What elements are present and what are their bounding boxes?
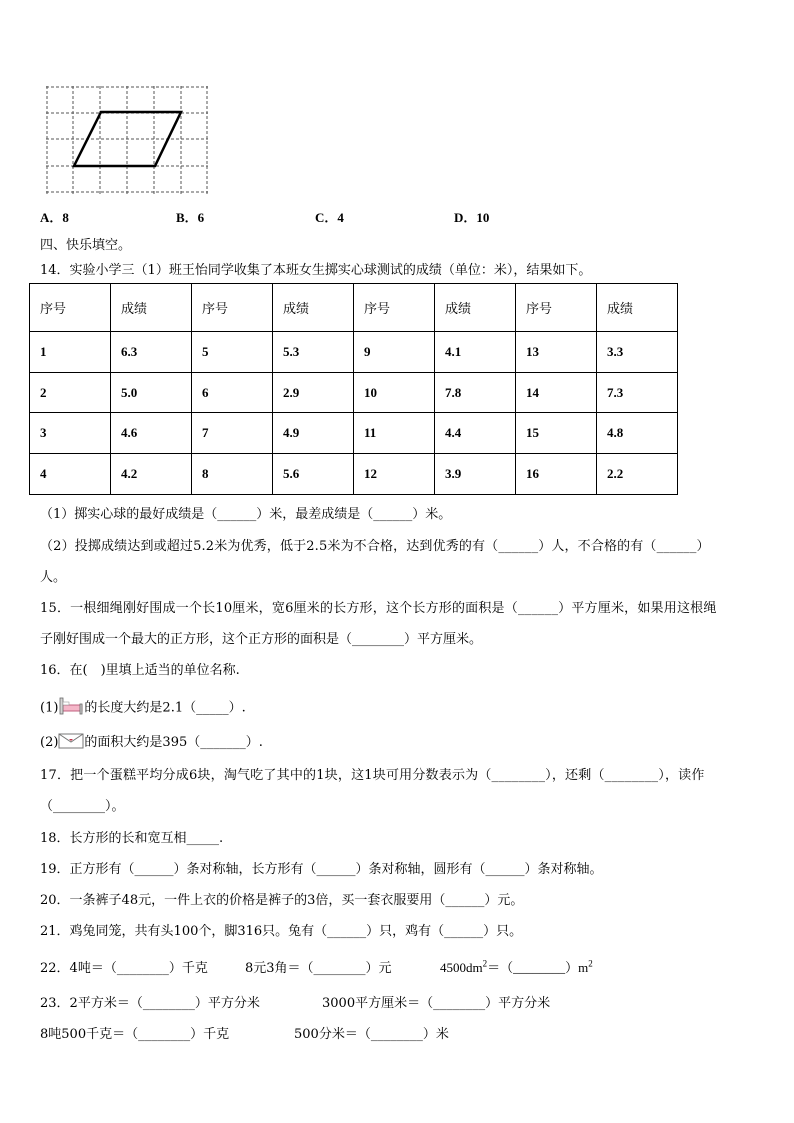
q23-part1: 23．2平方米＝（________）平方分米 <box>40 996 260 1011</box>
q16-item1-text: 的长度大约是2.1（_____）. <box>84 700 246 716</box>
table-row <box>30 413 678 454</box>
table-row <box>30 372 678 413</box>
table-row <box>30 331 678 372</box>
table-cell: 16 <box>516 454 597 495</box>
q15-line2: 子刚好围成一个最大的正方形，这个正方形的面积是（________）平方厘米。 <box>40 632 483 647</box>
q23-part2: 3000平方厘米＝（________）平方分米 <box>322 996 551 1011</box>
table-cell: 7.3 <box>597 372 678 413</box>
section-title: 四、快乐填空。 <box>40 238 132 253</box>
envelope-icon <box>58 733 84 753</box>
table-cell: 13 <box>516 331 597 372</box>
table-cell: 2.9 <box>273 372 354 413</box>
table-header: 序号 <box>192 284 273 332</box>
table-cell: 3 <box>30 413 111 454</box>
q22-part3-sup: 2 <box>482 958 488 969</box>
grid-figure <box>44 84 210 196</box>
q16-item1-prefix: (1) <box>40 700 59 716</box>
table-cell: 5.0 <box>111 372 192 413</box>
table-cell: 3.3 <box>597 331 678 372</box>
q16-item2 <box>40 731 263 753</box>
q16-item2-text: 的面积大约是395（_______）. <box>84 735 263 750</box>
q20-text: 20．一条裤子48元，一件上衣的价格是裤子的3倍，买一套衣服要用（______）元。 <box>40 893 524 908</box>
q15-line1: 15．一根细绳刚好围成一个长10厘米，宽6厘米的长方形，这个长方形的面积是（______）平方厘米，如果用这根绳 <box>40 601 717 616</box>
table-cell: 11 <box>354 413 435 454</box>
option-b: B．6 <box>176 210 205 225</box>
q23-part3: 8吨500千克＝（________）千克 <box>40 1027 230 1042</box>
q23-part4: 500分米＝（________）米 <box>294 1027 449 1042</box>
table-row <box>30 454 678 495</box>
table-header-row <box>30 284 678 332</box>
table-header: 成绩 <box>111 284 192 332</box>
table-header: 成绩 <box>435 284 516 332</box>
q14-sub2-line2: 人。 <box>40 570 67 585</box>
table-cell: 10 <box>354 372 435 413</box>
table-cell: 12 <box>354 454 435 495</box>
scores-table <box>29 283 678 495</box>
q16-stem: 16．在( )里填上适当的单位名称. <box>40 663 240 678</box>
q22-part3 <box>440 957 593 976</box>
q14-stem: 14．实验小学三（1）班王怡同学收集了本班女生掷实心球测试的成绩（单位：米），结果如下。 <box>40 263 592 278</box>
option-a: A．8 <box>40 210 69 225</box>
bed-icon <box>58 695 84 721</box>
q17-line2: （________）。 <box>40 799 125 814</box>
table-cell: 4.4 <box>435 413 516 454</box>
table-cell: 3.9 <box>435 454 516 495</box>
q19-text: 19．正方形有（______）条对称轴，长方形有（______）条对称轴，圆形有（______）条对称轴。 <box>40 862 603 877</box>
q22-part3-a: 4500dm <box>440 960 483 975</box>
table-header: 成绩 <box>597 284 678 332</box>
q22-part3-b: ＝（________）m <box>487 960 589 975</box>
table-cell: 5.6 <box>273 454 354 495</box>
q17-line1: 17．把一个蛋糕平均分成6块，淘气吃了其中的1块，这1块可用分数表示为（________），还剩（________），读作 <box>40 768 705 783</box>
table-cell: 5 <box>192 331 273 372</box>
table-cell: 1 <box>30 331 111 372</box>
q16-item2-prefix: (2) <box>40 735 59 750</box>
q22-part2: 8元3角＝（________）元 <box>245 961 392 976</box>
table-cell: 9 <box>354 331 435 372</box>
q14-sub2-line1: （2）投掷成绩达到或超过5.2米为优秀，低于2.5米为不合格，达到优秀的有（______）人，不合格的有（______） <box>40 539 710 554</box>
q22-part1: 22．4吨＝（________）千克 <box>40 961 208 976</box>
q21-text: 21．鸡兔同笼，共有头100个，脚316只。兔有（______）只，鸡有（______）只。 <box>40 924 523 939</box>
table-cell: 4.6 <box>111 413 192 454</box>
table-cell: 7.8 <box>435 372 516 413</box>
option-d: D．10 <box>454 210 490 225</box>
table-cell: 4.8 <box>597 413 678 454</box>
q18-text: 18．长方形的长和宽互相_____. <box>40 831 224 846</box>
q16-item1 <box>40 695 246 721</box>
table-header: 序号 <box>354 284 435 332</box>
table-header: 序号 <box>30 284 111 332</box>
table-cell: 4 <box>30 454 111 495</box>
table-cell: 8 <box>192 454 273 495</box>
table-cell: 4.2 <box>111 454 192 495</box>
table-cell: 2.2 <box>597 454 678 495</box>
table-cell: 6 <box>192 372 273 413</box>
table-cell: 4.9 <box>273 413 354 454</box>
option-c: C．4 <box>315 210 344 225</box>
table-cell: 14 <box>516 372 597 413</box>
table-cell: 5.3 <box>273 331 354 372</box>
table-cell: 2 <box>30 372 111 413</box>
parallelogram-grid-diagram <box>44 84 210 196</box>
table-cell: 15 <box>516 413 597 454</box>
q14-sub1: （1）掷实心球的最好成绩是（______）米，最差成绩是（______）米。 <box>40 507 452 522</box>
table-cell: 7 <box>192 413 273 454</box>
table-cell: 4.1 <box>435 331 516 372</box>
table-header: 成绩 <box>273 284 354 332</box>
table-header: 序号 <box>516 284 597 332</box>
q22-part3-sup2: 2 <box>588 958 593 969</box>
table-cell: 6.3 <box>111 331 192 372</box>
